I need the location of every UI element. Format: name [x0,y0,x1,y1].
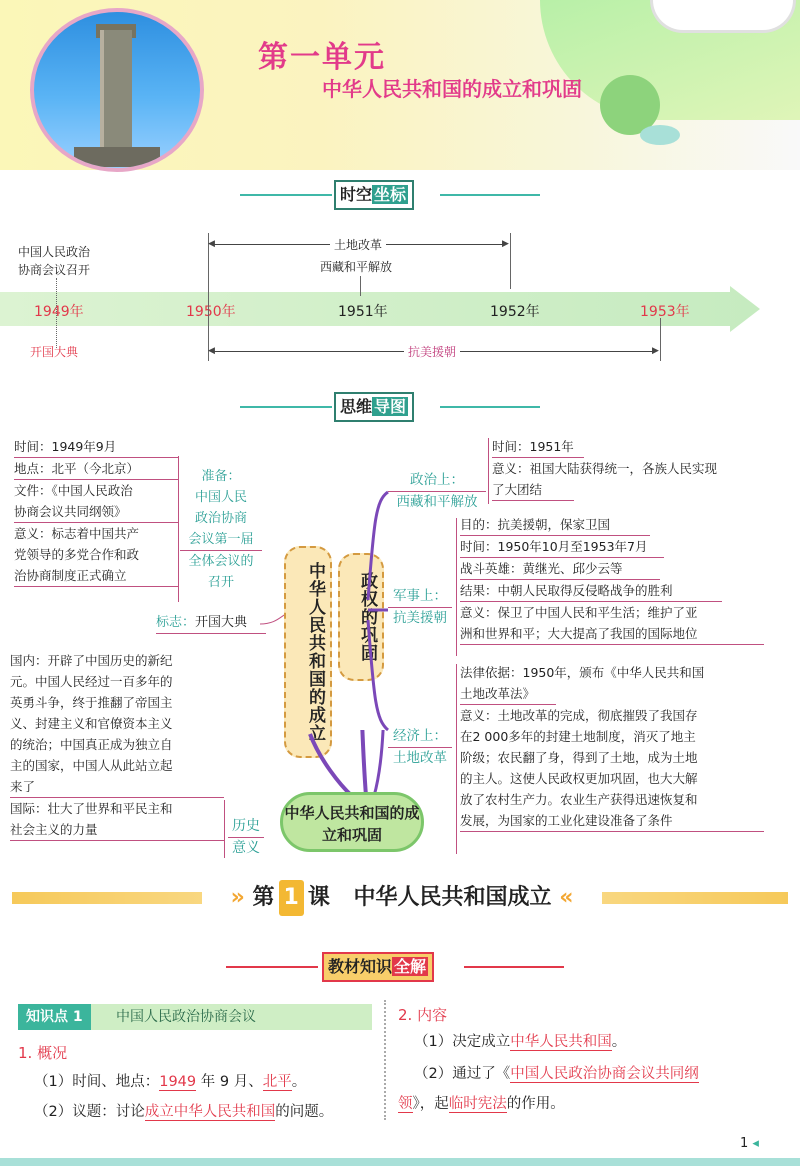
list-item: 的统治；中国真正成为独立自 [10,737,173,752]
lesson-title: 中华人民共和国成立 [353,885,552,910]
political-items-list [492,436,762,501]
list-item: 目的：抗美援朝，保家卫国 [460,514,650,536]
decorative-circle [640,125,680,145]
list-item: 在2 000多年的封建土地制度，消灭了地主 [460,729,696,744]
footer-strip [0,1158,800,1166]
node-founding: 中华人民共和国的成立 [284,546,332,758]
history-items-list [10,650,224,841]
content-heading: 2. 内容 [398,1006,448,1024]
list-item: 社会主义的力量 [10,819,224,841]
year-1952: 1952年 [490,304,540,320]
content-line-2: （2）通过了《中国人民政治协商会议共同纲 [414,1066,699,1082]
list-item: 协商会议共同纲领》 [14,501,178,523]
knowledge-point-tag: 知识点 1 [18,1004,91,1030]
node-consolidation: 政权的巩固 [338,553,384,681]
list-item: 治协商制度正式确立 [14,565,178,587]
list-item: 意义：祖国大陆获得统一，各族人民实现 [492,461,718,476]
agenda-line: （2）议题：讨论成立中华人民共和国的问题。 [34,1104,334,1120]
event-tibet-liberation: 西藏和平解放 [320,260,393,274]
list-item: 土地改革法》 [460,683,556,705]
list-item: 主的国家，中国人从此站立起 [10,758,173,773]
section-title: 时空 [340,185,373,204]
year-1953: 1953年 [640,304,690,320]
lesson-suffix: 课 [307,885,330,910]
list-item: 洲和世界和平；大大提高了我国的国际地位 [460,623,764,645]
section-title-highlight: 全解 [394,957,427,976]
content-line-3: 领》，起临时宪法的作用。 [398,1096,565,1112]
timeline-section-header [240,180,560,208]
political-label: 政治上： 西藏和平解放 [388,470,486,513]
knowledge-point-header [18,1004,372,1030]
section-title: 思维 [340,397,373,416]
mindmap-section-header [240,392,560,420]
list-item: 元。中国人民经过一百多年的 [10,674,173,689]
prep-label: 准备： 中国人民 政治协商 会议第一届 全体会议的 召开 [180,466,262,593]
decorative-blob [650,0,796,33]
military-items-list [460,514,764,645]
military-label: 军事上： 抗美援朝 [388,586,452,629]
content-line-1: （1）决定成立中华人民共和国。 [414,1034,627,1050]
year-1951: 1951年 [338,304,388,320]
economic-items-list [460,662,764,832]
list-item: 发展，为国家的工业化建设准备了条件 [460,810,764,832]
list-item: 国际：壮大了世界和平民主和 [10,801,173,816]
economic-label: 经济上： 土地改革 [388,726,452,769]
history-label: 历史 意义 [228,816,264,859]
list-item: 地点：北平（今北京） [14,458,178,480]
monument-photo [30,8,204,172]
lesson-banner: » 第 1 课 中华人民共和国成立 « [12,880,788,916]
list-item: 义、封建主义和官僚资本主义 [10,716,173,731]
list-item: 意义：标志着中国共产 [14,526,140,541]
page-number: 1 ◂ [740,1136,759,1151]
event-cppcc: 中国人民政治 协商会议召开 [18,245,91,277]
year-1949: 1949年 [34,304,84,320]
year-1950: 1950年 [186,304,236,320]
unit-label: 第一单元 [258,40,386,75]
knowledge-section-header [226,952,576,980]
list-item: 党领导的多党合作和政 [14,547,140,562]
list-item: 阶级；农民翻了身，得到了土地，成为土地 [460,750,698,765]
event-land-reform: 土地改革 [330,236,386,254]
section-title-highlight: 坐标 [374,185,407,204]
time-place-line: （1）时间、地点：1949 年 9 月、北平。 [34,1074,307,1090]
list-item: 法律依据：1950年，颁布《中华人民共和国 [460,665,705,680]
list-item: 的主人。这使人民政权更加巩固，也大大解 [460,771,698,786]
event-founding-ceremony: 开国大典 [30,345,79,359]
list-item: 结果：中朝人民取得反侵略战争的胜利 [460,580,722,602]
list-item: 意义：土地改革的完成，彻底摧毁了我国存 [460,708,698,723]
list-item: 放了农村生产力。农业生产获得迅速恢复和 [460,792,698,807]
list-item: 时间：1949年9月 [14,436,178,458]
list-item: 文件：《中国人民政治 [14,483,133,498]
list-item: 国内：开辟了中国历史的新纪 [10,653,173,668]
section-title: 教材知识 [328,957,393,976]
lesson-number: 1 [279,880,304,916]
list-item: 英勇斗争，终于推翻了帝国主 [10,695,173,710]
connector [366,480,390,750]
list-item: 来了 [10,776,224,798]
list-item: 意义：保卫了中国人民和平生活；维护了亚 [460,605,698,620]
list-item: 时间：1951年 [492,436,584,458]
knowledge-point-title: 中国人民政治协商会议 [116,1009,256,1025]
section-title-highlight: 导图 [374,397,407,416]
event-resist-us-aid-korea: 抗美援朝 [404,343,460,361]
lesson-prefix: 第 [252,885,275,910]
list-item: 了大团结 [492,479,574,501]
unit-title: 中华人民共和国的成立和巩固 [322,77,582,101]
prep-items-list [14,436,178,587]
center-node: 中华人民共和国的成立和巩固 [280,792,424,852]
sign-line: 标志：开国大典 [156,612,266,634]
list-item: 战斗英雄：黄继光、邱少云等 [460,558,660,580]
overview-heading: 1. 概况 [18,1044,68,1062]
list-item: 时间：1950年10月至1953年7月 [460,536,664,558]
